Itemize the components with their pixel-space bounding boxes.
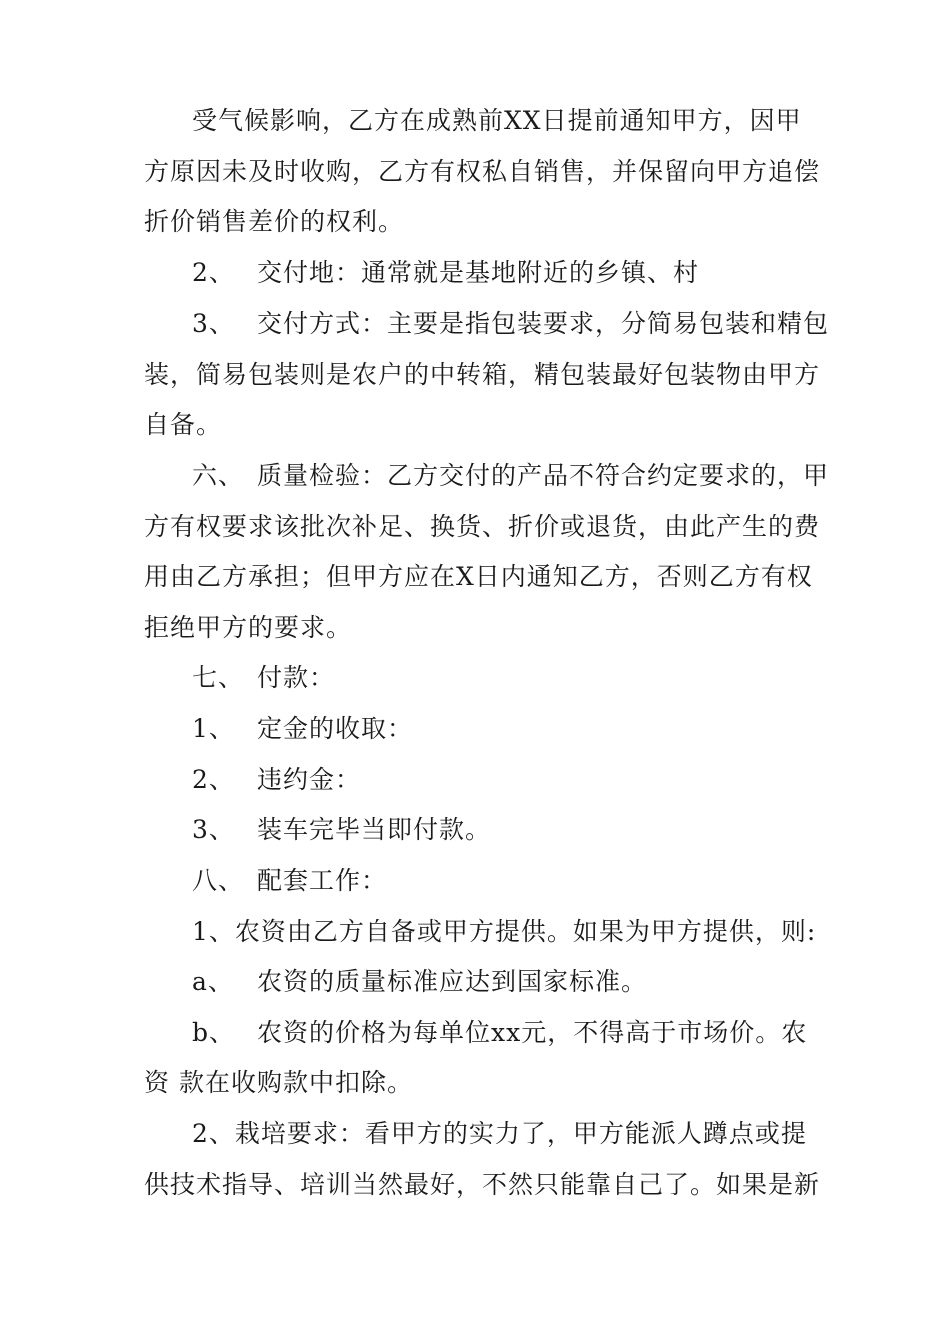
paragraph-line: 资 款在收购款中扣除。 [144, 1068, 413, 1097]
list-item-text: 违约金： [257, 765, 362, 794]
paragraph-line: 折价销售差价的权利。 [144, 207, 405, 236]
list-letter: a、 [192, 967, 234, 996]
section-heading-text: 付款： [257, 663, 336, 692]
paragraph-line: 1、农资由乙方自备或甲方提供。如果为甲方提供，则: [192, 917, 817, 946]
list-item-text: 装车完毕当即付款。 [257, 815, 492, 844]
paragraph-line: 拒绝甲方的要求。 [144, 613, 353, 642]
list-number: 3、 [192, 309, 235, 338]
list-item-text: 交付方式：主要是指包装要求，分简易包装和精包 [257, 309, 830, 338]
list-number: 3、 [192, 815, 235, 844]
section-number: 八、 [192, 866, 245, 895]
list-item-text: 农资的价格为每单位xx元，不得高于市场价。农 [257, 1018, 808, 1047]
list-item-text: 定金的收取： [257, 714, 414, 743]
paragraph-line: 受气候影响，乙方在成熟前XX日提前通知甲方，因甲 [192, 106, 802, 135]
list-item-text: 农资的质量标准应达到国家标准。 [257, 967, 648, 996]
list-number: 2、 [192, 765, 235, 794]
paragraph-line: 装，简易包装则是农户的中转箱，精包装最好包装物由甲方 [144, 360, 821, 389]
paragraph-line: 方有权要求该批次补足、换货、折价或退货，由此产生的费 [144, 512, 821, 541]
section-number: 七、 [192, 663, 245, 692]
section-heading-text: 质量检验：乙方交付的产品不符合约定要求的，甲 [257, 461, 830, 490]
paragraph-line: 2、栽培要求：看甲方的实力了，甲方能派人蹲点或提 [192, 1119, 807, 1148]
list-letter: b、 [192, 1018, 236, 1047]
list-item-text: 交付地：通常就是基地附近的乡镇、村 [257, 258, 700, 287]
paragraph-line: 方原因未及时收购，乙方有权私自销售，并保留向甲方追偿 [144, 157, 821, 186]
paragraph-line: 供技术指导、培训当然最好，不然只能靠自己了。如果是新 [144, 1170, 821, 1199]
section-number: 六、 [192, 461, 245, 490]
list-number: 1、 [192, 714, 235, 743]
paragraph-line: 自备。 [144, 410, 223, 439]
section-heading-text: 配套工作： [257, 866, 388, 895]
paragraph-line: 用由乙方承担；但甲方应在X日内通知乙方，否则乙方有权 [144, 562, 813, 591]
list-number: 2、 [192, 258, 235, 287]
